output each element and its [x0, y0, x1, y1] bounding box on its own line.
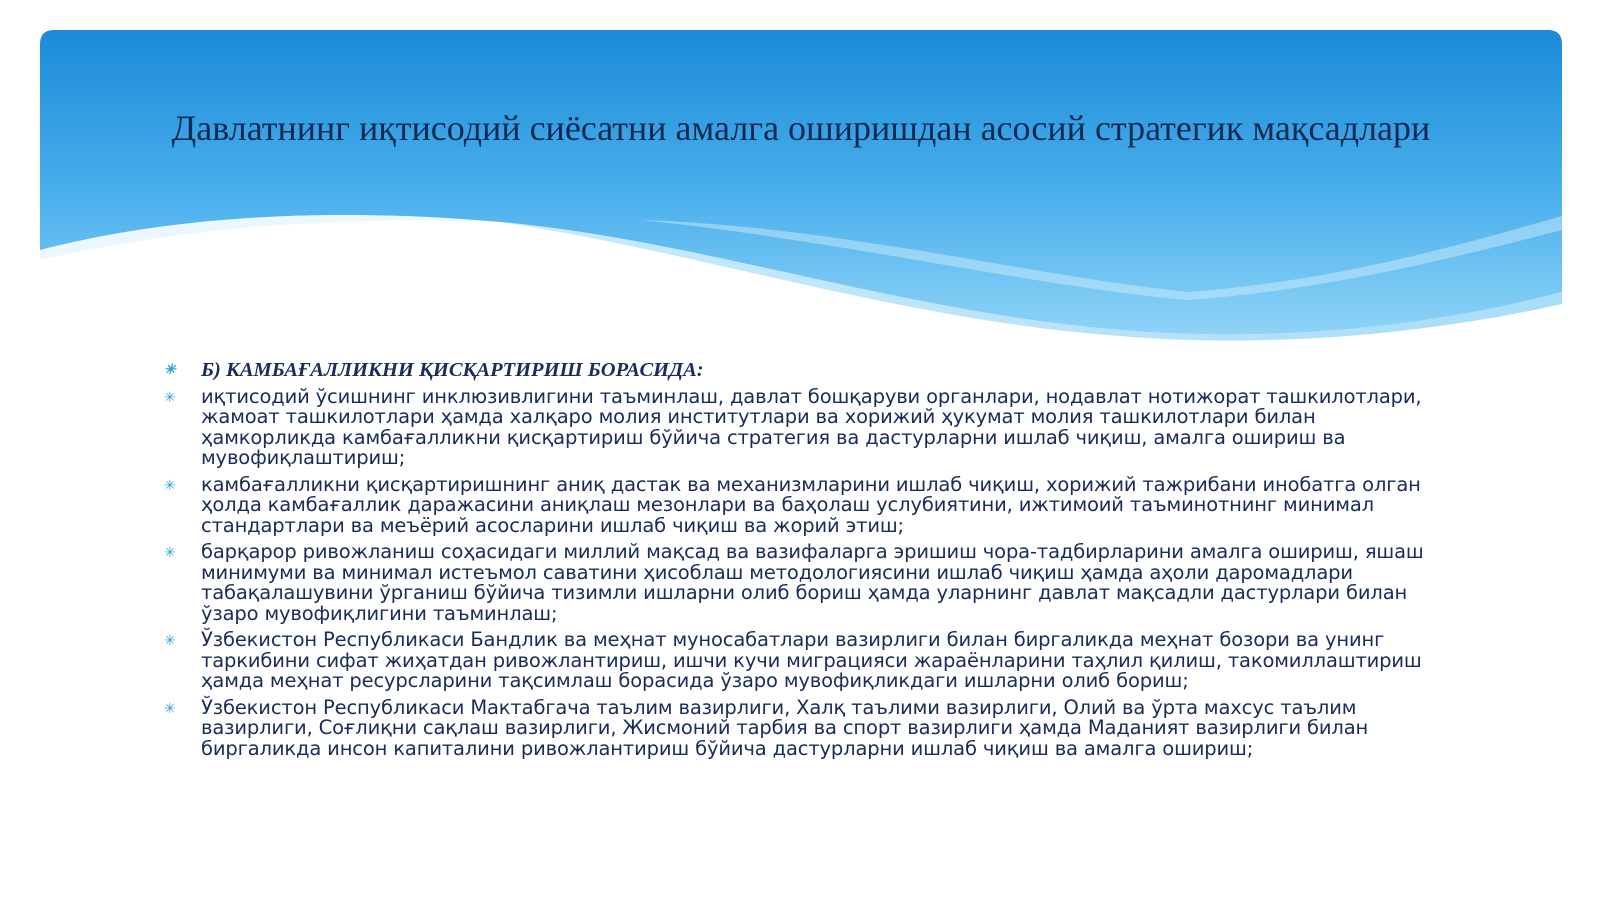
list-item	[164, 472, 1444, 537]
list-item	[164, 384, 1444, 469]
list-item-text: камбағалликни қисқартиришнинг аниқ дастак ва механизмларини ишлаб чиқиш, хорижий тажрибани инобатга олган ҳолда камбағаллик даражасини аниқлаш мезонлари ва баҳолаш услубиятини, ижтимоий таъминотнинг минимал стандартлари ва меъёрий асосларини ишлаб чиқиш ва жорий этиш;	[201, 472, 1421, 537]
list-item-heading	[164, 360, 1444, 381]
asterisk-bullet-icon: ✳	[164, 700, 176, 717]
list-item-text: Ўзбекистон Республикаси Мактабгача таълим вазирлиги, Халқ таълими вазирлиги, Олий ва ўрта махсус таълим вазирлиги, Соғлиқни сақлаш вазирлиги, Жисмоний тарбия ва спорт вазирлиги ҳамда Маданият вазирлиги билан биргаликда инсон капиталини ривожлантириш бўйича дастурларни ишлаб чиқиш ва амалга ошириш;	[201, 695, 1369, 760]
list-item-text: иқтисодий ўсишнинг инклюзивлигини таъминлаш, давлат бошқаруви органлари, нодавлат нотижорат ташкилотлари, жамоат ташкилотлари ҳамда халқаро молия институтлари ва хорижий ҳукумат молия ташкилотлари билан ҳамкорликда камбағалликни қисқартириш бўйича стратегия ва дастурларни ишлаб чиқиш, амалга ошириш ва мувофиқлаштириш;	[201, 384, 1422, 469]
wave-graphic	[40, 30, 1562, 350]
list-item	[164, 542, 1444, 624]
header-wave-band	[40, 30, 1562, 350]
bullet-list	[164, 360, 1444, 765]
list-item	[164, 630, 1444, 692]
asterisk-bullet-icon: ✳	[164, 363, 176, 378]
asterisk-bullet-icon: ✳	[164, 389, 176, 406]
section-heading: Б) КАМБАҒАЛЛИКНИ ҚИСҚАРТИРИШ БОРАСИДА:	[201, 359, 704, 381]
asterisk-bullet-icon: ✳	[164, 545, 176, 561]
asterisk-bullet-icon: ✳	[164, 477, 176, 494]
slide-title: Давлатнинг иқтисодий сиёсатни амалга оширишдан асосий стратегик мақсадлари	[171, 108, 1431, 148]
list-item-text: барқарор ривожланиш соҳасидаги миллий мақсад ва вазифаларга эришиш чора-тадбирларини амалга ошириш, яшаш минимуми ва минимал истеъмол саватини ҳисоблаш методологиясини ишлаб чиқиш ҳамда аҳоли даромадлари табақалашувини ўрганиш бўйича тизимли ишларни олиб бориш ҳамда уларнинг давлат мақсадли дастурлари билан ўзаро мувофиқлигини таъминлаш;	[201, 540, 1424, 625]
list-item	[164, 695, 1444, 760]
list-item-text: Ўзбекистон Республикаси Бандлик ва меҳнат муносабатлари вазирлиги билан биргаликда меҳнат бозори ва унинг таркибини сифат жиҳатдан ривожлантириш, ишчи кучи миграцияси жараёнларини таҳлил қилиш, такомиллаштириш ҳамда меҳнат ресурсларини тақсимлаш борасида ўзаро мувофиқликдаги ишларни олиб бориш;	[201, 628, 1422, 692]
asterisk-bullet-icon: ✳	[164, 633, 176, 649]
